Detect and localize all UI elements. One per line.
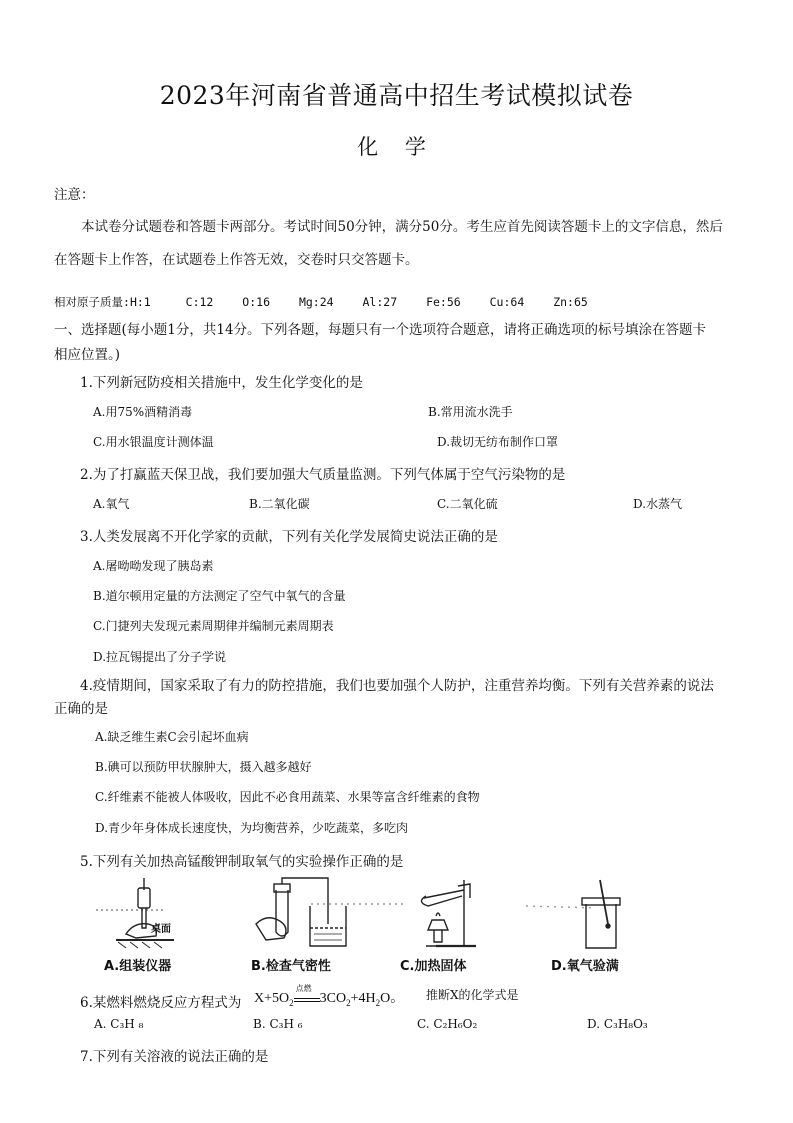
atomic-mass-cu: Cu:64 [489, 295, 525, 309]
q5-option-c: C.加热固体 [400, 959, 467, 974]
q4-stem-line-2: 正确的是 [54, 701, 108, 717]
q2-option-c: C.二氧化硫 [437, 497, 498, 511]
q3-option-a: A.屠呦呦发现了胰岛素 [93, 559, 214, 573]
q6-equation [254, 984, 405, 1008]
equation-sub-2: 2 [346, 997, 351, 1008]
q5-option-b: B.检查气密性 [251, 959, 331, 974]
q4-option-b: B.碘可以预防甲状腺肿大，摄入越多越好 [95, 760, 312, 774]
exam-title: 2023年河南省普通高中招生考试模拟试卷 [159, 81, 634, 110]
q3-option-b: B.道尔顿用定量的方法测定了空气中氧气的含量 [93, 589, 346, 603]
figure-b-airtightness [256, 878, 346, 946]
atomic-mass-zn: Zn:65 [553, 295, 588, 309]
q6-stem-suffix: 推断X的化学式是 [426, 988, 519, 1002]
q1-option-c: C.用水银温度计测体温 [93, 435, 214, 449]
notice-line-1: 本试卷分试题卷和答题卡两部分。考试时间50分钟，满分50分。考生应首先阅读答题卡上的文字信息，然后 [81, 219, 723, 235]
q6-stem-prefix: 6.某燃料燃烧反应方程式为 [80, 995, 242, 1011]
q3-option-d: D.拉瓦锡提出了分子学说 [93, 650, 227, 664]
notice-line-2: 在答题卡上作答，在试题卷上作答无效，交卷时只交答题卡。 [54, 252, 419, 268]
subject-title: 化 学 [357, 135, 436, 159]
table-label: 桌面 [151, 924, 171, 935]
section1-line-2: 相应位置。) [54, 347, 121, 363]
equation-sub-1: 2 [289, 997, 294, 1008]
atomic-mass-o: O:16 [242, 295, 270, 309]
q6-option-b: B. C₃H ₆ [253, 1017, 303, 1031]
q6-option-d: D. C₃H₈O₃ [587, 1017, 648, 1031]
atomic-mass-al: Al:27 [362, 295, 398, 309]
atomic-mass-c: C:12 [185, 295, 214, 309]
figure-d-oxygen-test [582, 880, 620, 948]
q3-option-c: C.门捷列夫发现元素周期律并编制元素周期表 [93, 619, 334, 633]
q3-stem: 3.人类发展离不开化学家的贡献，下列有关化学发展简史说法正确的是 [80, 529, 498, 545]
q2-option-d: D.水蒸气 [633, 497, 683, 511]
figure-c-heating [421, 880, 476, 946]
equation-right-1: 3CO [319, 991, 347, 1006]
figure-a-assemble [116, 878, 174, 948]
q7-stem: 7.下列有关溶液的说法正确的是 [80, 1049, 269, 1065]
atomic-mass-mg: Mg:24 [298, 295, 334, 309]
q2-stem: 2.为了打赢蓝天保卫战，我们要加强大气质量监测。下列气体属于空气污染物的是 [80, 467, 566, 483]
q1-option-a: A.用75%酒精消毒 [93, 405, 193, 419]
reaction-arrow [294, 984, 320, 1002]
q5-figures [96, 876, 636, 951]
equation-right-3: O。 [380, 991, 405, 1006]
atomic-mass-fe: Fe:56 [426, 295, 461, 309]
q4-stem-line-1: 4.疫情期间，国家采取了有力的防控措施，我们也要加强个人防护，注重营养均衡。下列有关营养素的说法 [80, 678, 714, 694]
q4-option-c: C.纤维素不能被人体吸收，因此不必食用蔬菜、水果等富含纤维素的食物 [95, 790, 480, 804]
q4-option-d: D.青少年身体成长速度快，为均衡营养，少吃蔬菜，多吃肉 [95, 821, 409, 835]
q6-option-c: C. C₂H₆O₂ [417, 1017, 478, 1031]
q1-option-b: B.常用流水洗手 [428, 405, 513, 419]
equation-left: X+5O [254, 991, 290, 1006]
section1-line-1: 一、选择题(每小题1分，共14分。下列各题，每题只有一个选项符合题意，请将正确选项的标号填涂在答题卡 [54, 322, 707, 338]
q4-option-a: A.缺乏维生素C会引起坏血病 [95, 730, 249, 744]
q6-option-a: A. C₃H ₈ [94, 1017, 144, 1031]
q2-option-b: B.二氧化碳 [249, 497, 310, 511]
atomic-masses [54, 294, 588, 310]
q5-option-a: A.组装仪器 [104, 959, 172, 974]
q1-stem: 1.下列新冠防疫相关措施中，发生化学变化的是 [80, 375, 363, 391]
equation-sub-3: 2 [375, 997, 381, 1008]
q2-option-a: A.氧气 [93, 497, 130, 511]
q1-option-d: D.裁切无纺布制作口罩 [437, 435, 559, 449]
equation-right-2: +4H [350, 991, 376, 1006]
reaction-condition: 点燃 [295, 984, 312, 993]
atomic-mass-h: H:1 [129, 295, 151, 309]
notice-label: 注意： [54, 187, 95, 203]
q5-option-d: D.氧气验满 [551, 959, 619, 974]
q5-stem: 5.下列有关加热高锰酸钾制取氧气的实验操作正确的是 [80, 854, 404, 870]
atomic-masses-label: 相对原子质量: [54, 295, 130, 309]
